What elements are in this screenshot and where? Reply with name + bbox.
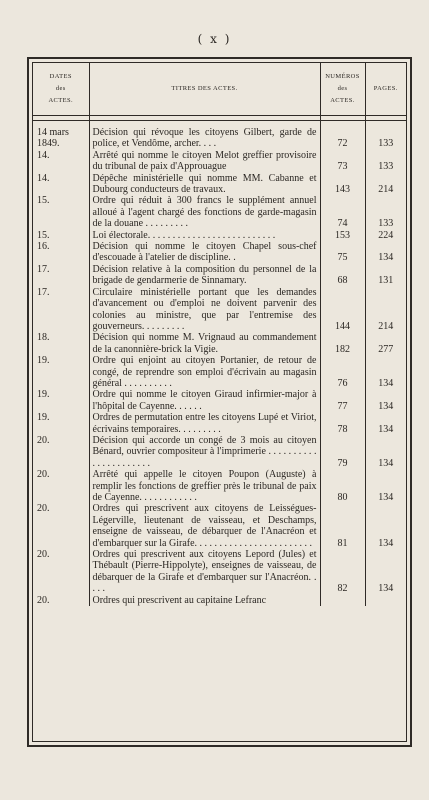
row-page: 133 (365, 195, 406, 229)
table-row (33, 503, 406, 549)
row-page: 134 (365, 412, 406, 435)
row-date: 14. (37, 149, 50, 161)
row-date: 20. (37, 434, 50, 446)
table-row (33, 389, 406, 412)
row-title: Circulaire ministérielle portant que les demandes d'avancement ou d'emploi ne doivent parvenir des colonies au ministre, que par l'entremise des gouverneurs. . . . . . . . . (89, 287, 320, 333)
row-date: 19. (37, 355, 50, 367)
table-row (33, 195, 406, 229)
index-table (33, 63, 406, 606)
header-pages-label: PAGES. (373, 85, 398, 92)
row-date: 14. (37, 172, 50, 184)
index-table-inner-frame (32, 62, 407, 742)
row-title: Ordre qui nomme le citoyen Giraud infirmier-major à l'hôpital de Cayenne. . . . . . (89, 389, 320, 412)
row-page: 134 (365, 503, 406, 549)
row-date: 18. (37, 332, 50, 344)
row-title: Arrêté qui nomme le citoyen Melot greffier provisoire du tribunal de paix d'Approuague (89, 150, 320, 173)
row-number: 75 (320, 241, 365, 264)
row-number (320, 595, 365, 606)
row-page: 214 (365, 287, 406, 333)
table-row (33, 469, 406, 503)
row-page: 134 (365, 389, 406, 412)
row-title: Ordre qui réduit à 300 francs le supplément annuel alloué à l'agent chargé des fonctions de garde-magasin de la douane . . . . . . . . . (89, 195, 320, 229)
row-number: 80 (320, 469, 365, 503)
row-number: 73 (320, 150, 365, 173)
header-numbers-line1: NUMÉROS (325, 73, 360, 80)
row-page: 134 (365, 355, 406, 389)
row-number: 143 (320, 173, 365, 196)
row-title: Ordres de permutation entre les citoyens Lupé et Viriot, écrivains temporaires. . . . . . . . . (89, 412, 320, 435)
row-number: 144 (320, 287, 365, 333)
header-dates (33, 63, 89, 116)
row-page: 131 (365, 264, 406, 287)
table-row (33, 173, 406, 196)
row-page: 133 (365, 121, 406, 150)
row-title: Loi électorale. . . . . . . . . . . . . . . . . . . . . . . . . . (89, 230, 320, 241)
row-number: 78 (320, 412, 365, 435)
row-number: 82 (320, 549, 365, 595)
row-number: 72 (320, 121, 365, 150)
row-date: 17. (37, 263, 50, 275)
row-date: 17. (37, 286, 50, 298)
row-title: Dépêche ministérielle qui nomme MM. Cabanne et Dubourg conducteurs de travaux. (89, 173, 320, 196)
table-row (33, 549, 406, 595)
row-date: 20. (37, 469, 50, 481)
table-row (33, 241, 406, 264)
header-titles (89, 63, 320, 116)
row-page: 277 (365, 332, 406, 355)
header-dates-line2: des (55, 85, 66, 92)
row-date: 19. (37, 412, 50, 424)
table-row (33, 121, 406, 150)
row-number: 79 (320, 435, 365, 469)
row-number: 74 (320, 195, 365, 229)
table-row (33, 287, 406, 333)
header-dates-line3: ACTES. (48, 97, 74, 104)
index-table-frame (27, 57, 412, 747)
row-page: 134 (365, 549, 406, 595)
row-date: 15. (37, 229, 50, 241)
table-row (33, 595, 406, 606)
row-number: 77 (320, 389, 365, 412)
row-title: Décision qui nomme M. Vrignaud au commandement de la canonnière-brick la Vigie. (89, 332, 320, 355)
row-date: 15. (37, 195, 50, 207)
row-number: 68 (320, 264, 365, 287)
table-row (33, 435, 406, 469)
row-title: Décision qui accorde un congé de 3 mois au citoyen Bénard, ouvrier compositeur à l'imprimerie . . . . . . . . . . . . . . . . . . . . . . (89, 435, 320, 469)
row-title: Ordre qui enjoint au citoyen Portanier, de retour de congé, de reprendre son emploi d'écrivain au magasin général . . . . . . . . . . (89, 355, 320, 389)
row-title: Décision qui nomme le citoyen Chapel sous-chef d'escouade à l'atelier de discipline. . (89, 241, 320, 264)
table-row (33, 230, 406, 241)
row-page (365, 595, 406, 606)
table-row (33, 412, 406, 435)
row-page: 134 (365, 241, 406, 264)
row-title: Arrêté qui appelle le citoyen Poupon (Auguste) à remplir les fonctions de greffier près le tribunal de paix de Cayenne. . . . . . . . . . . . (89, 469, 320, 503)
row-title: Ordres qui prescrivent aux citoyens de Leisségues-Légerville, lieutenant de vaisseau, et Deschamps, enseigne de vaisseau, de débarquer de l'Anacréon et d'embarquer sur la Girafe. . . . . . . . . . . . . . . . . . . . . . . . (89, 503, 320, 549)
row-page: 133 (365, 150, 406, 173)
table-row (33, 332, 406, 355)
table-header-row (33, 63, 406, 116)
row-title: Décision qui révoque les citoyens Gilbert, garde de police, et Vendôme, archer. . . . (89, 121, 320, 150)
table-row (33, 355, 406, 389)
row-page: 134 (365, 435, 406, 469)
header-numbers (320, 63, 365, 116)
row-date: 19. (37, 389, 50, 401)
row-date: 14 mars 1849. (37, 127, 69, 150)
header-titles-label: TITRES DES ACTES. (171, 85, 238, 92)
header-dates-line1: DATES (49, 73, 72, 80)
row-date: 20. (37, 549, 50, 561)
row-number: 76 (320, 355, 365, 389)
row-date: 20. (37, 503, 50, 515)
header-numbers-line2: des (337, 85, 348, 92)
row-page: 214 (365, 173, 406, 196)
row-title: Ordres qui prescrivent aux citoyens Lepord (Jules) et Thébault (Pierre-Hippolyte), enseignes de vaisseau, de débarquer de la Girafe et d'embarquer sur l'Anacréon. . . . . (89, 549, 320, 595)
row-page: 224 (365, 230, 406, 241)
table-row (33, 150, 406, 173)
row-page: 134 (365, 469, 406, 503)
header-numbers-line3: ACTES. (330, 97, 355, 104)
row-number: 153 (320, 230, 365, 241)
row-number: 81 (320, 503, 365, 549)
table-row (33, 264, 406, 287)
page-number: ( x ) (197, 32, 232, 46)
row-number: 182 (320, 332, 365, 355)
row-date: 16. (37, 241, 50, 253)
row-title: Ordres qui prescrivent au capitaine Lefranc (89, 595, 320, 606)
header-pages (365, 63, 406, 116)
row-date: 20. (37, 594, 50, 606)
row-title: Décision relative à la composition du personnel de la brigade de gendarmerie de Sinnamary. (89, 264, 320, 287)
